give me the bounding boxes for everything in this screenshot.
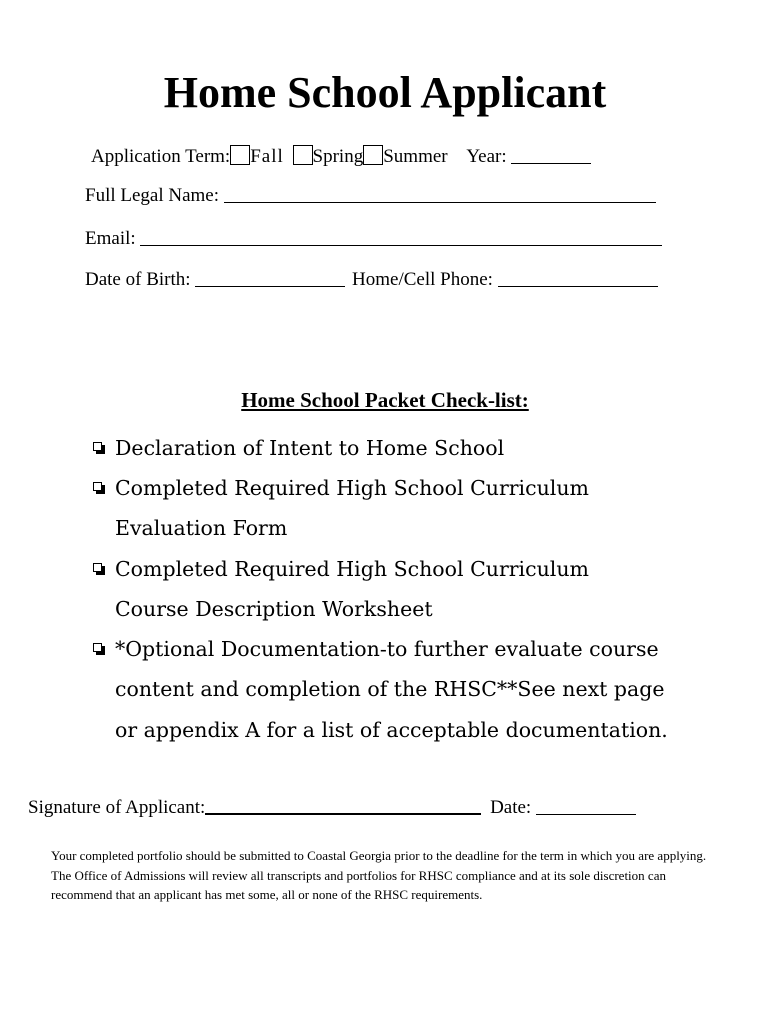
checkbox-bullet-icon bbox=[93, 442, 102, 451]
checklist-item-text: Completed Required High School Curriculum Evaluation Form bbox=[115, 476, 589, 541]
signature-label: Signature of Applicant: bbox=[28, 797, 206, 818]
phone-field[interactable] bbox=[498, 268, 658, 287]
checklist-item-text: Completed Required High School Curriculum Course Description Worksheet bbox=[115, 557, 589, 622]
application-term-label: Application Term: bbox=[91, 146, 231, 167]
checkbox-bullet-icon bbox=[93, 563, 102, 572]
fall-label: Fall bbox=[250, 146, 284, 167]
full-name-field[interactable] bbox=[224, 184, 656, 203]
phone-label: Home/Cell Phone: bbox=[352, 269, 493, 290]
footer-note: Your completed portfolio should be submitted to Coastal Georgia prior to the deadline for the term in which you are applying. The Office of Admissions will review all transcripts and portfolios for RHSC compliance and at its sole discretion can recommend that an applicant has met some, all or none of the RHSC requirements. bbox=[51, 848, 707, 902]
signature-row bbox=[28, 795, 636, 820]
spring-checkbox[interactable] bbox=[293, 145, 313, 165]
signature-field[interactable] bbox=[205, 795, 481, 815]
dob-field[interactable] bbox=[195, 268, 345, 287]
spring-label: Spring bbox=[312, 146, 364, 167]
checklist-item-text: *Optional Documentation-to further evaluate course content and completion of the RHSC**See next page or appendix A for a list of acceptable documentation. bbox=[115, 637, 668, 742]
full-name-label: Full Legal Name: bbox=[85, 185, 220, 206]
checklist-item bbox=[93, 428, 693, 468]
full-name-row bbox=[85, 184, 656, 208]
summer-checkbox[interactable] bbox=[363, 145, 383, 165]
year-field[interactable] bbox=[511, 145, 591, 164]
checklist-title: Home School Packet Check-list: bbox=[241, 388, 529, 412]
fall-checkbox[interactable] bbox=[230, 145, 250, 165]
year-label: Year: bbox=[466, 146, 507, 167]
dob-phone-row bbox=[85, 268, 658, 292]
summer-label: Summer bbox=[383, 146, 448, 167]
application-term-row bbox=[91, 145, 591, 169]
date-label: Date: bbox=[490, 797, 532, 818]
checklist-item-text: Declaration of Intent to Home School bbox=[115, 436, 505, 460]
checklist-item bbox=[93, 549, 653, 630]
email-label: Email: bbox=[85, 228, 136, 249]
email-field[interactable] bbox=[140, 227, 662, 246]
checklist-item bbox=[93, 629, 683, 750]
date-field[interactable] bbox=[536, 796, 636, 815]
checklist-item bbox=[93, 468, 683, 549]
dob-label: Date of Birth: bbox=[85, 269, 191, 290]
checkbox-bullet-icon bbox=[93, 643, 102, 652]
checkbox-bullet-icon bbox=[93, 482, 102, 491]
email-row bbox=[85, 227, 662, 251]
page-title: Home School Applicant bbox=[163, 68, 607, 117]
